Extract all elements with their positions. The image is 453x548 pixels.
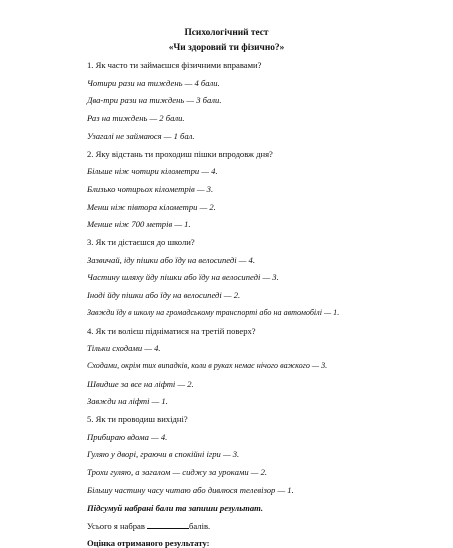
document-subtitle: «Чи здоровий ти фізично?»	[168, 43, 285, 53]
answer-5-4: Більшу частину часу читаю або дивлюся телевізор — 1.	[87, 484, 294, 495]
answer-4-3: Швидше за все на ліфті — 2.	[87, 378, 194, 389]
answer-2-3: Менш ніж півтора кілометри — 2.	[87, 201, 216, 212]
answer-4-2: Сходами, окрім тих випадків, коли в руках немає нічого важкого — 3.	[87, 360, 328, 370]
answer-3-2: Частину шляху йду пішки або їду на велосипеді — 3.	[87, 272, 279, 283]
answer-1-2: Два-три рази на тиждень — 3 бали.	[87, 95, 222, 106]
question-5: 5. Як ти проводиш вихідні?	[87, 414, 188, 424]
answer-5-2: Гуляю у дворі, граючи в спокійні ігри — 3.	[87, 449, 240, 460]
document-title: Психологічний тест	[184, 28, 269, 38]
evaluation-heading: Оцінка отриманого результату:	[87, 537, 210, 548]
total-line	[87, 521, 210, 531]
score-blank[interactable]	[147, 521, 189, 529]
answer-2-1: Більше ніж чотири кілометри — 4.	[87, 166, 218, 177]
question-2: 2. Яку відстань ти проходиш пішки впродовж дня?	[87, 148, 273, 159]
total-suffix: балів.	[189, 521, 211, 532]
answer-4-1: Тільки сходами — 4.	[87, 343, 161, 354]
summary-instruction: Підсумуй набрані бали та запиши результат.	[87, 502, 264, 513]
answer-1-4: Узагалі не займаюся — 1 бал.	[87, 130, 195, 141]
answer-3-4: Завжди їду в школу на громадському транспорті або на автомобілі — 1.	[87, 307, 340, 317]
answer-1-1: Чотири рази на тиждень — 4 бали.	[87, 77, 220, 88]
question-1: 1. Як часто ти займаєшся фізичними вправами?	[87, 60, 262, 70]
answer-5-1: Прибираю вдома — 4.	[87, 431, 168, 442]
answer-4-4: Завжди на ліфті — 1.	[87, 396, 168, 407]
question-4: 4. Як ти волієш підніматися на третій поверх?	[87, 325, 256, 336]
answer-3-1: Зазвичай, іду пішки або їду на велосипеді — 4.	[87, 254, 255, 265]
answer-3-3: Іноді йду пішки або їду на велосипеді — 2.	[87, 290, 241, 301]
question-3: 3. Як ти дістаєшся до школи?	[87, 237, 195, 247]
answer-2-4: Менше ніж 700 метрів — 1.	[87, 219, 191, 230]
answer-5-3: Трохи гуляю, а загалом — сиджу за уроками — 2.	[87, 467, 268, 478]
total-prefix: Усього я набрав	[87, 521, 148, 532]
answer-2-2: Близько чотирьох кілометрів — 3.	[87, 183, 214, 194]
answer-1-3: Раз на тиждень — 2 бали.	[87, 113, 185, 124]
